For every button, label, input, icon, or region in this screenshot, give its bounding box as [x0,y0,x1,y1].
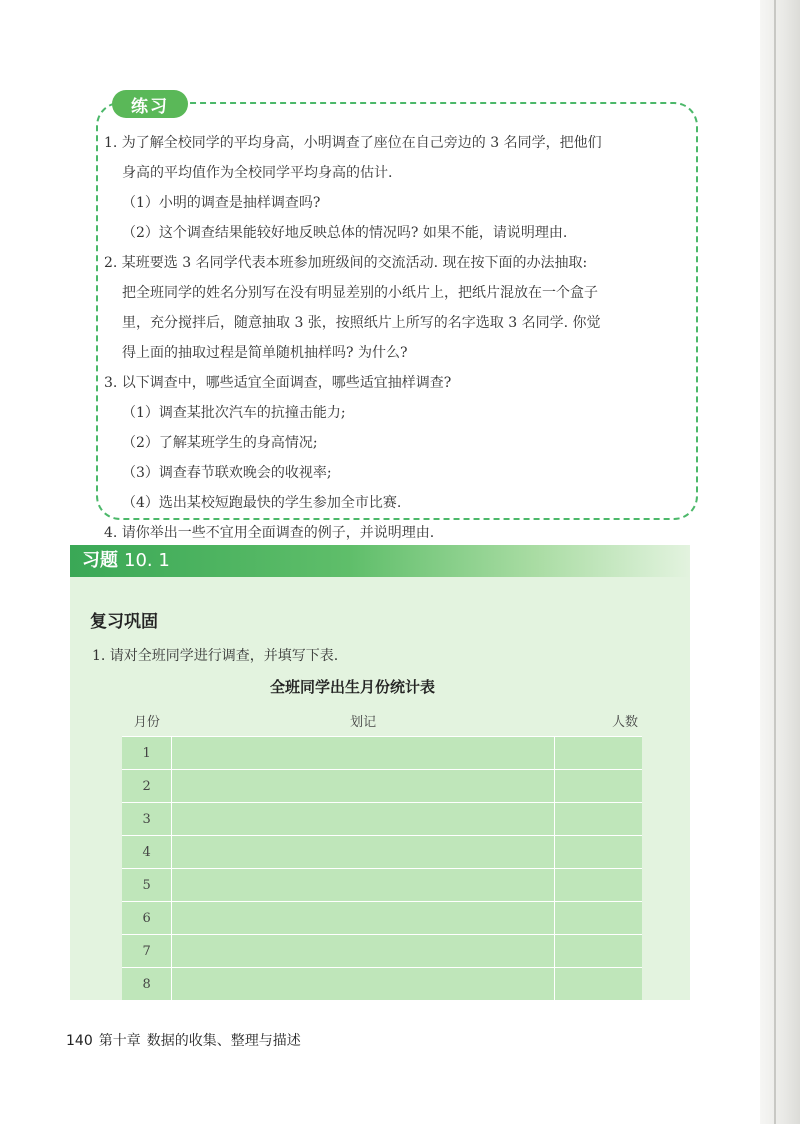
practice-line: 得上面的抽取过程是简单随机抽样吗? 为什么? [122,345,408,361]
table-title: 全班同学出生月份统计表 [270,678,436,696]
page-number: 140 [66,1033,93,1049]
tally-cell [172,737,555,770]
practice-line: 1. 为了解全校同学的平均身高，小明调查了座位在自己旁边的 3 名同学，把他们 [104,135,602,151]
practice-line: （1）调查某批次汽车的抗撞击能力; [122,405,346,421]
exercise-question-1: 1. 请对全班同学进行调查，并填写下表. [92,648,339,664]
month-cell: 7 [122,935,172,968]
practice-line: 4. 请你举出一些不宜用全面调查的例子，并说明理由. [104,525,435,541]
practice-line: （2）这个调查结果能较好地反映总体的情况吗? 如果不能，请说明理由. [122,225,568,241]
practice-body [104,128,689,548]
month-cell: 5 [122,869,172,902]
practice-line: 里，充分搅拌后，随意抽取 3 张，按照纸片上所写的名字选取 3 名同学. 你觉 [122,315,601,331]
month-cell: 4 [122,836,172,869]
table-row [122,935,642,968]
count-cell [555,869,642,902]
month-cell: 1 [122,737,172,770]
header-tally: 划记 [172,704,555,737]
table-header-row [122,704,642,737]
page-footer [66,1030,307,1050]
chapter-label: 第十章 [98,1033,141,1049]
table-row [122,869,642,902]
practice-line: （1）小明的调查是抽样调查吗? [122,195,321,211]
practice-line: 把全班同学的姓名分别写在没有明显差别的小纸片上，把纸片混放在一个盒子 [122,285,598,301]
review-heading: 复习巩固 [90,612,158,632]
exercise-number: 10. 1 [124,550,170,571]
table-row [122,836,642,869]
table-row [122,770,642,803]
table-row [122,968,642,1001]
birth-month-table [122,704,642,1001]
month-cell: 2 [122,770,172,803]
tally-cell [172,968,555,1001]
count-cell [555,968,642,1001]
tally-cell [172,902,555,935]
month-cell: 8 [122,968,172,1001]
table-row [122,737,642,770]
exercise-title [82,545,170,577]
tally-cell [172,836,555,869]
practice-line: 3. 以下调查中，哪些适宜全面调查，哪些适宜抽样调查? [104,375,452,391]
table-row [122,902,642,935]
practice-tag: 练习 [112,90,188,118]
tally-cell [172,935,555,968]
month-cell: 3 [122,803,172,836]
count-cell [555,902,642,935]
practice-line: （2）了解某班学生的身高情况; [122,435,318,451]
tally-cell [172,803,555,836]
count-cell [555,770,642,803]
practice-line: （4）选出某校短跑最快的学生参加全市比赛. [122,495,402,511]
book-spine-shadow [760,0,800,1124]
practice-line: 身高的平均值作为全校同学平均身高的估计. [122,165,393,181]
practice-line: 2. 某班要选 3 名同学代表本班参加班级间的交流活动. 现在按下面的办法抽取: [104,255,588,271]
tally-cell [172,770,555,803]
header-month: 月份 [122,704,172,737]
month-cell: 6 [122,902,172,935]
table-row [122,803,642,836]
count-cell [555,737,642,770]
count-cell [555,803,642,836]
practice-line: （3）调查春节联欢晚会的收视率; [122,465,332,481]
exercise-title-label: 习题 [82,550,118,571]
chapter-title: 数据的收集、整理与描述 [146,1033,301,1049]
count-cell [555,935,642,968]
header-count: 人数 [555,704,642,737]
book-spine-line [774,0,776,1124]
tally-cell [172,869,555,902]
count-cell [555,836,642,869]
